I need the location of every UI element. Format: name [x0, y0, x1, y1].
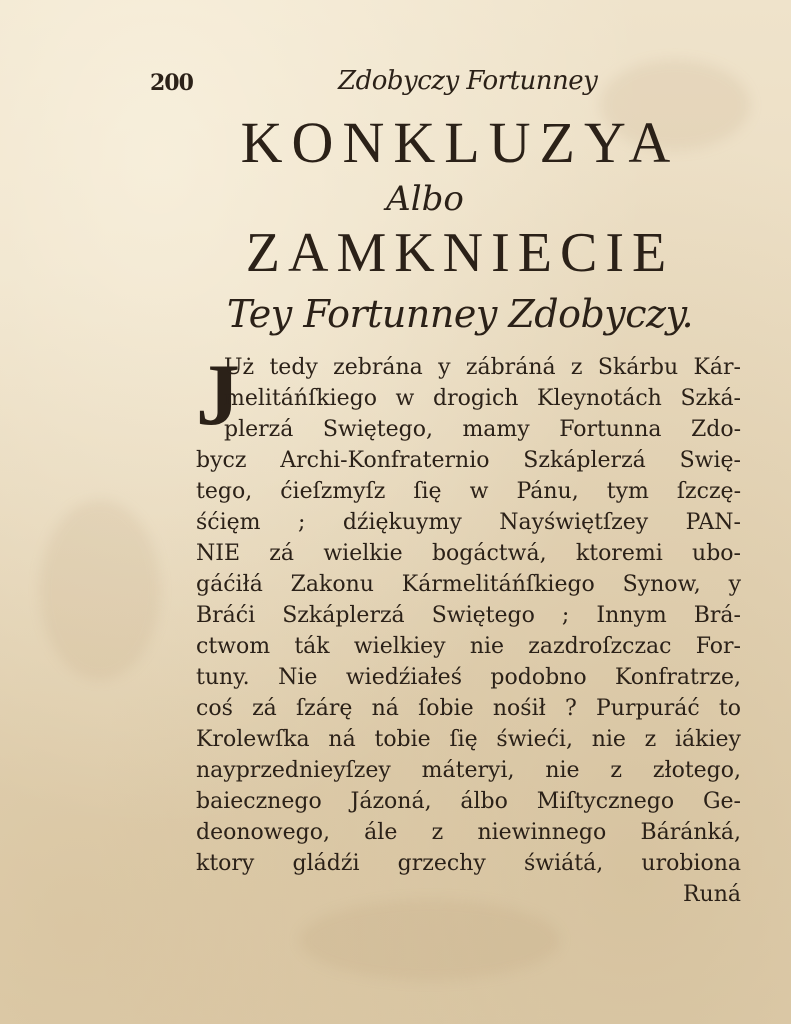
title-zamkniecie: ZAMKNIECIE: [245, 222, 675, 284]
title-albo: Albo: [386, 179, 464, 219]
chapter-title: [200, 112, 720, 338]
text-line: NIE zá wielkie bogáctwá, ktoremi ubo-: [196, 541, 741, 566]
text-line: śćięm ; dźiękuymy Nayświętſzey PAN-: [196, 510, 741, 535]
page-number: 200: [150, 70, 193, 96]
text-line: tuny. Nie wiedźiałeś podobno Konfratrze,: [196, 665, 741, 690]
body-text: [196, 347, 741, 922]
text-line: bycz Archi-Konfraternio Szkáplerzá Swię-: [196, 448, 741, 473]
title-konkluzya: KONKLUZYA: [240, 110, 680, 175]
title-subtitle: Tey Fortunney Zdobyczy.: [226, 292, 694, 336]
text-line: deonowego, ále z niewinnego Báránká,: [196, 820, 741, 845]
text-line: baiecznego Jázoná, álbo Miſtycznego Ge-: [196, 789, 741, 814]
catchword: Runá: [682, 882, 741, 907]
text-line: ctwom ták wielkiey nie zazdroſzczac For-: [196, 634, 741, 659]
text-line: coś zá ſzárę ná ſobie nośił ? Purpuráć to: [196, 696, 741, 721]
text-line: melitáńſkiego w drogich Kleynotách Szká-: [224, 386, 741, 411]
paper-stain: [40, 500, 160, 680]
page-header: [150, 62, 650, 102]
text-line: plerzá Swiętego, mamy Fortunna Zdo-: [224, 417, 741, 442]
text-line: nayprzednieyſzey máteryi, nie z złotego,: [196, 758, 741, 783]
text-line: gáćiłá Zakonu Kármelitáńſkiego Synow, y: [196, 572, 741, 597]
text-line: tego, ćieſzmyſz ſię w Pánu, tym ſzczę-: [196, 479, 741, 504]
text-line: ktory gládźi grzechy świátá, urobiona: [196, 851, 741, 876]
running-head: Zdobyczy Fortunney: [338, 66, 598, 96]
drop-cap: J: [196, 347, 240, 444]
text-line: Uż tedy zebrána y zábráná z Skárbu Kár-: [224, 355, 741, 380]
text-line: Krolewſka ná tobie ſię świeći, nie z iákiey: [196, 727, 741, 752]
text-line: Bráći Szkáplerzá Swiętego ; Innym Brá-: [196, 603, 741, 628]
